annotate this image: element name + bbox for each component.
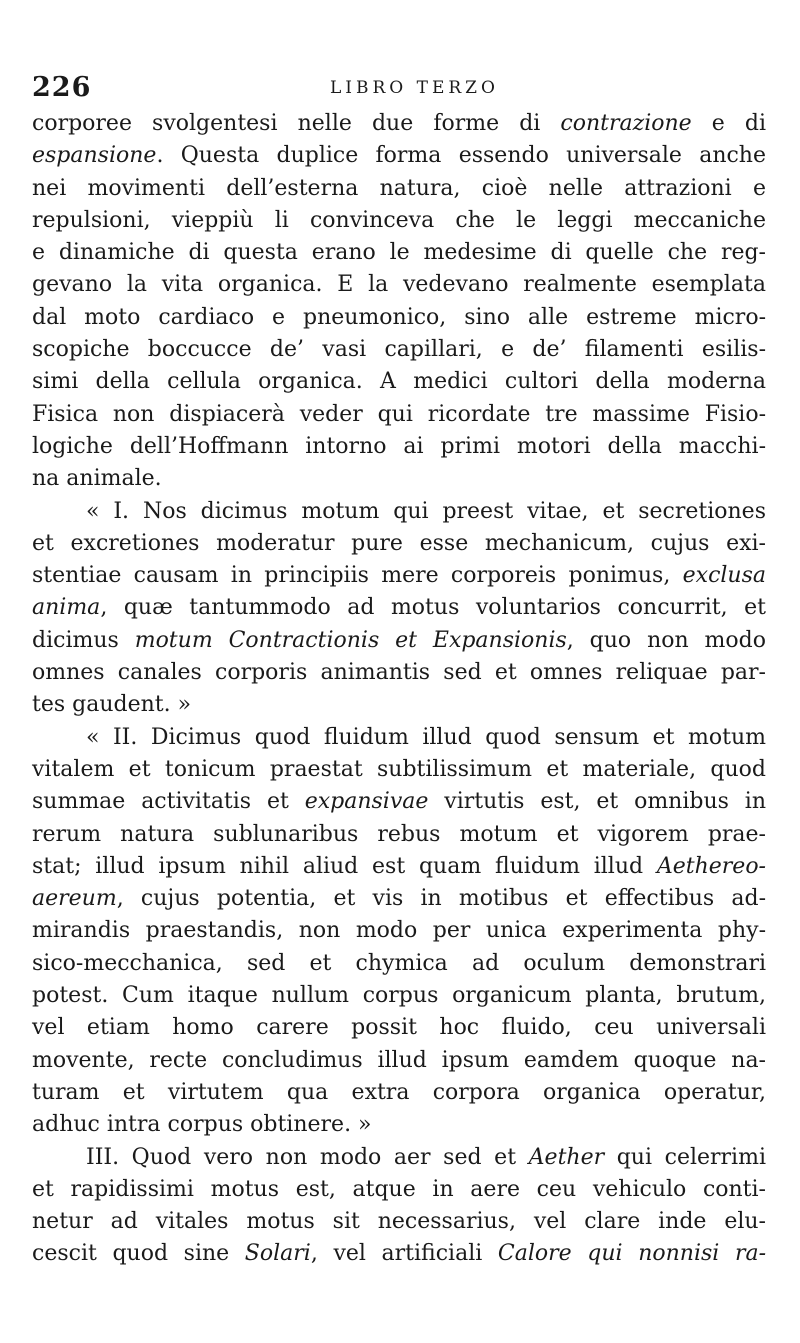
italic-span: contrazione [560, 111, 692, 136]
text-line [32, 883, 766, 915]
text-line [32, 915, 766, 947]
text-line [32, 560, 766, 592]
text-span: rerum natura sublunaribus rebus motum et vigorem prae- [32, 821, 766, 847]
body-text [32, 108, 766, 1271]
text-line [32, 431, 766, 463]
text-span: e di [691, 111, 766, 136]
text-span: « II. Dicimus quod fluidum illud quod sensum et motum [86, 724, 766, 750]
text-line [32, 140, 766, 172]
text-span: vitalem et tonicum praestat subtilissimum et materiale, quod [32, 756, 766, 782]
text-span: repulsioni, vieppiù li convinceva che le leggi meccaniche [32, 207, 766, 233]
text-span: qui celerrimi [604, 1144, 766, 1170]
text-line [32, 237, 766, 269]
text-span: e dinamiche di questa erano le medesime di quelle che reg- [32, 240, 766, 266]
text-line [32, 1174, 766, 1206]
text-span: stat; illud ipsum nihil aliud est quam fluidum illud [32, 853, 657, 879]
text-span: turam et virtutem qua extra corpora organica operatur, [32, 1079, 766, 1105]
text-line [32, 399, 766, 431]
text-line [32, 205, 766, 237]
text-line [32, 108, 766, 140]
text-line [32, 1238, 766, 1270]
text-line [32, 496, 766, 528]
text-span: sico-mecchanica, sed et chymica ad oculum demonstrari [32, 950, 766, 976]
text-span: et rapidissimi motus est, atque in aere ceu vehiculo conti- [32, 1176, 766, 1202]
text-line [32, 334, 766, 366]
italic-span: Aether [528, 1144, 605, 1170]
italic-span: Solari [244, 1241, 311, 1267]
italic-span: aereum [32, 886, 117, 912]
text-line [32, 173, 766, 205]
text-span: gevano la vita organica. E la vedevano realmente esemplata [32, 272, 766, 298]
text-line [32, 657, 766, 689]
text-line [32, 302, 766, 334]
text-span: « I. Nos dicimus motum qui preest vitae, et secretiones [86, 498, 766, 524]
italic-span: expansivae [304, 789, 429, 815]
italic-span: motum Contractionis et Expansionis [134, 627, 567, 653]
text-span: , cujus potentia, et vis in motibus et effectibus ad- [116, 886, 766, 912]
text-span: na animale. [32, 466, 162, 492]
text-span: adhuc intra corpus obtinere. » [32, 1112, 372, 1138]
text-line [32, 1045, 766, 1077]
page-number: 226 [32, 72, 92, 103]
text-line [32, 463, 766, 495]
text-span: mirandis praestandis, non modo per unica experimenta phy- [32, 918, 766, 944]
text-span: logiche dell’Hoffmann intorno ai primi motori della macchi- [32, 433, 766, 459]
text-span: , vel artificiali [310, 1241, 498, 1267]
text-span: simi della cellula organica. A medici cultori della moderna [32, 369, 766, 395]
text-line [32, 269, 766, 301]
italic-span: espansione [32, 143, 157, 169]
text-span: Fisica non dispiacerà veder qui ricordate tre massime Fisio- [32, 401, 766, 427]
text-span: movente, recte concludimus illud ipsum eamdem quoque na- [32, 1047, 766, 1073]
text-line [32, 851, 766, 883]
text-line [32, 1142, 766, 1174]
text-line [32, 948, 766, 980]
text-span: potest. Cum itaque nullum corpus organicum planta, brutum, [32, 983, 766, 1009]
text-span: corporee svolgentesi nelle due forme di [32, 111, 561, 136]
text-line [32, 722, 766, 754]
page-header [32, 68, 772, 108]
text-line [32, 786, 766, 818]
text-span: et excretiones moderatur pure esse mechanicum, cujus exi- [32, 530, 766, 556]
text-line [32, 366, 766, 398]
text-span: III. Quod vero non modo aer sed et [86, 1144, 529, 1170]
text-span: stentiae causam in principiis mere corporeis ponimus, [32, 563, 683, 589]
text-line [32, 1206, 766, 1238]
italic-span: anima [32, 595, 101, 621]
italic-span: Aethereo- [656, 853, 766, 879]
text-span: , quo non modo [566, 627, 766, 653]
text-span: omnes canales corporis animantis sed et omnes reliquae par- [32, 660, 766, 686]
text-span: scopiche boccucce de’ vasi capillari, e de’ filamenti esilis- [32, 337, 766, 363]
text-line [32, 689, 766, 721]
text-span: netur ad vitales motus sit necessarius, vel clare inde elu- [32, 1209, 766, 1235]
text-span: nei movimenti dell’esterna natura, cioè nelle attrazioni e [32, 175, 766, 201]
text-span: cescit quod sine [32, 1241, 245, 1267]
text-span: . Questa duplice forma essendo universale anche [156, 143, 766, 169]
text-line [32, 528, 766, 560]
text-span: dal moto cardiaco e pneumonico, sino alle estreme micro- [32, 304, 766, 330]
text-span: vel etiam homo carere possit hoc fluido, ceu universali [32, 1015, 766, 1041]
text-span: , quæ tantummodo ad motus voluntarios concurrit, et [100, 595, 766, 621]
text-line [32, 819, 766, 851]
text-line [32, 980, 766, 1012]
italic-span: Calore qui nonnisi ra- [497, 1241, 767, 1267]
text-line [32, 1109, 766, 1141]
text-span: virtutis est, et omnibus in [428, 789, 767, 815]
text-line [32, 1077, 766, 1109]
text-line [32, 754, 766, 786]
text-line [32, 1012, 766, 1044]
italic-span: exclusa [682, 563, 766, 589]
text-span: summae activitatis et [32, 789, 305, 815]
text-line [32, 625, 766, 657]
running-head: LIBRO TERZO [330, 78, 499, 98]
text-span: dicimus [32, 627, 135, 653]
text-span: tes gaudent. » [32, 692, 192, 718]
text-line [32, 592, 766, 624]
